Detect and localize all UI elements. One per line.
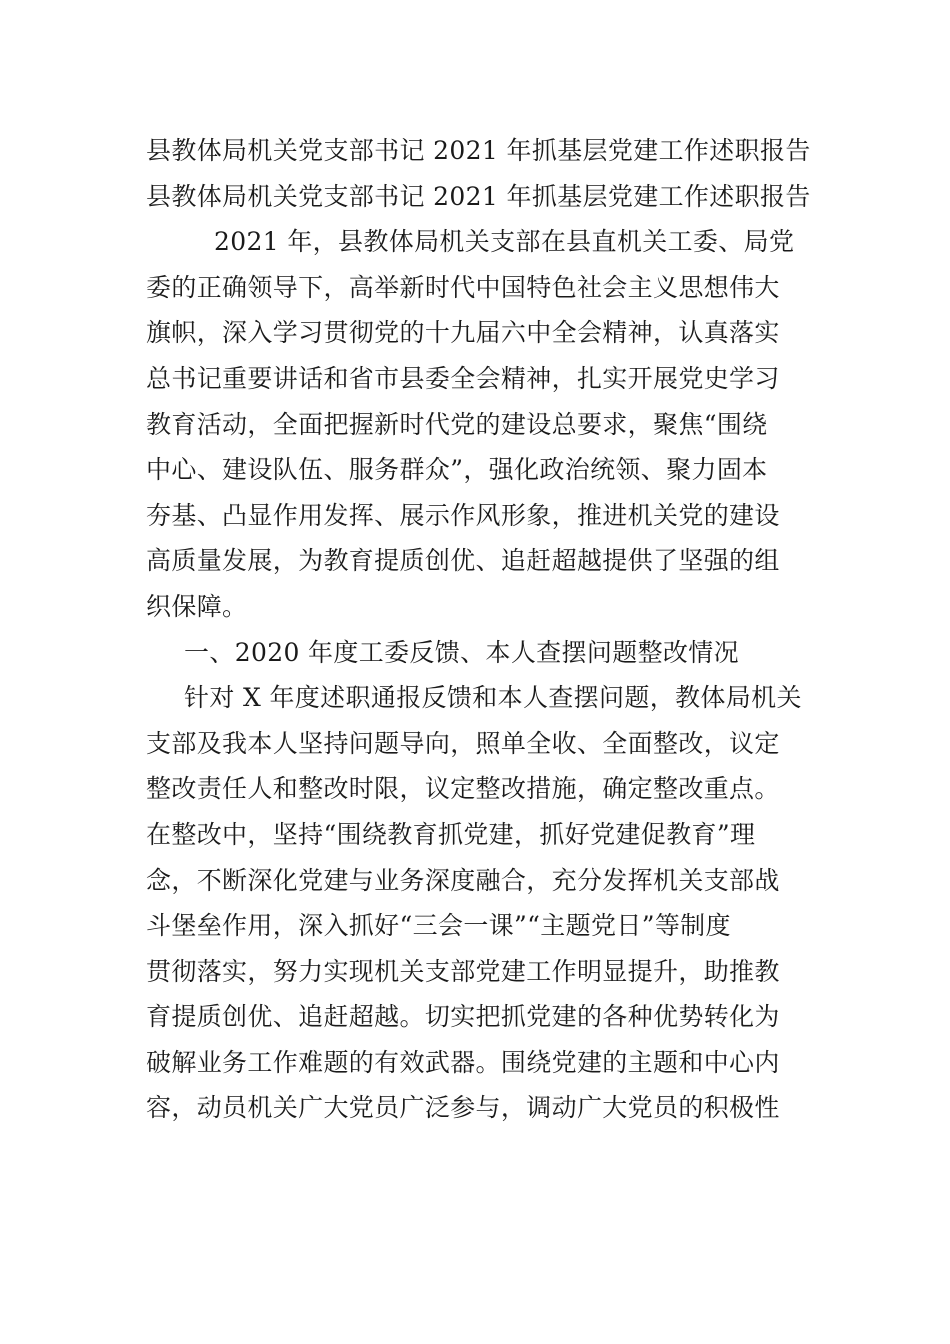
paragraph-line: 斗堡垒作用，深入抓好“三会一课”“主题党日”等制度: [146, 911, 731, 941]
paragraph-line: 夯基、凸显作用发挥、展示作风形象，推进机关党的建设: [146, 500, 780, 530]
paragraph-line: 织保障。: [146, 591, 248, 621]
paragraph-line: 贯彻落实，努力实现机关支部党建工作明显提升，助推教: [146, 956, 780, 986]
document-page: [146, 128, 810, 1131]
paragraph-intro: [146, 219, 810, 629]
paragraph-line: 育提质创优、追赶超越。切实把抓党建的各种优势转化为: [146, 1002, 780, 1032]
paragraph-line: 念，不断深化党建与业务深度融合，充分发挥机关支部战: [146, 865, 780, 895]
paragraph-line: 整改责任人和整改时限，议定整改措施，确定整改重点。: [146, 774, 780, 804]
document-title-line-2: 县教体局机关党支部书记 2021 年抓基层党建工作述职报告: [146, 181, 811, 211]
section-heading-1: 一、2020 年度工委反馈、本人查摆问题整改情况: [184, 637, 739, 667]
paragraph-line: 支部及我本人坚持问题导向，照单全收、全面整改，议定: [146, 728, 780, 758]
paragraph-line: 2021 年，县教体局机关支部在县直机关工委、局党: [214, 227, 795, 257]
paragraph-line: 高质量发展，为教育提质创优、追赶超越提供了坚强的组: [146, 546, 780, 576]
paragraph-line: 教育活动，全面把握新时代党的建设总要求，聚焦“围绕: [146, 409, 768, 439]
paragraph-line: 破解业务工作难题的有效武器。围绕党建的主题和中心内: [146, 1047, 780, 1077]
paragraph-line: 针对 X 年度述职通报反馈和本人查摆问题，教体局机关: [184, 683, 802, 713]
paragraph-line: 容，动员机关广大党员广泛参与，调动广大党员的积极性: [146, 1093, 780, 1123]
paragraph-line: 旗帜，深入学习贯彻党的十九届六中全会精神，认真落实: [146, 318, 780, 348]
paragraph-line: 中心、建设队伍、服务群众”，强化政治统领、聚力固本: [146, 455, 768, 485]
paragraph-rectification: [146, 675, 810, 1131]
document-title-line-1: 县教体局机关党支部书记 2021 年抓基层党建工作述职报告: [146, 136, 811, 165]
paragraph-line: 委的正确领导下，高举新时代中国特色社会主义思想伟大: [146, 272, 780, 302]
paragraph-line: 总书记重要讲话和省市县委全会精神，扎实开展党史学习: [146, 363, 780, 393]
paragraph-line: 在整改中，坚持“围绕教育抓党建，抓好党建促教育”理: [146, 819, 756, 849]
